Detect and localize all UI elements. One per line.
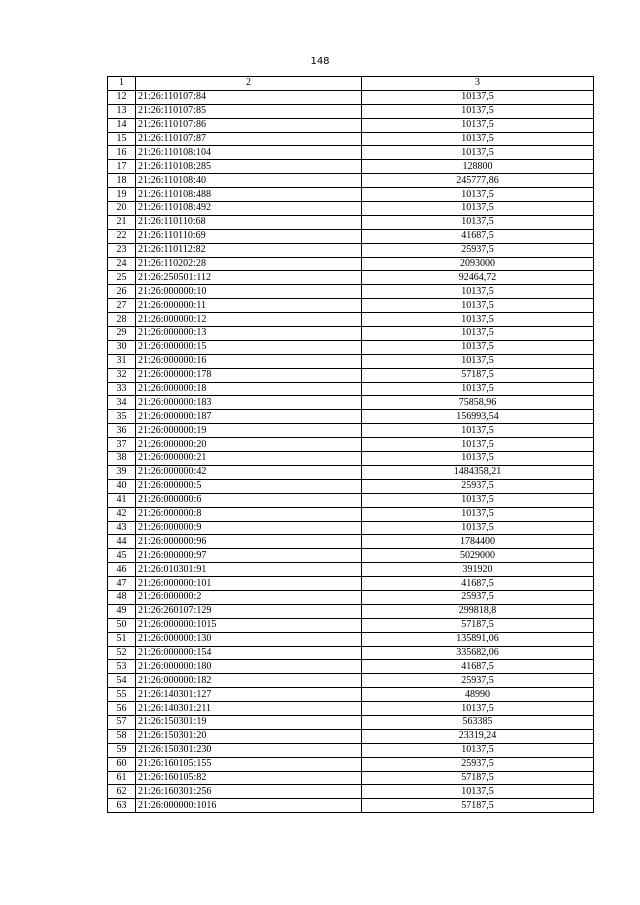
table-row bbox=[108, 799, 594, 813]
row-value: 10137,5 bbox=[362, 438, 594, 452]
table-row bbox=[108, 702, 594, 716]
cadastral-number: 21:26:000000:21 bbox=[136, 452, 362, 466]
cadastral-number: 21:26:000000:9 bbox=[136, 521, 362, 535]
row-number: 28 bbox=[108, 313, 136, 327]
row-number: 51 bbox=[108, 632, 136, 646]
table-row bbox=[108, 285, 594, 299]
row-number: 45 bbox=[108, 549, 136, 563]
table-row bbox=[108, 674, 594, 688]
row-number: 20 bbox=[108, 202, 136, 216]
row-number: 57 bbox=[108, 715, 136, 729]
cadastral-number: 21:26:110107:87 bbox=[136, 132, 362, 146]
cadastral-number: 21:26:000000:1015 bbox=[136, 618, 362, 632]
cadastral-number: 21:26:110110:68 bbox=[136, 215, 362, 229]
row-value: 10137,5 bbox=[362, 521, 594, 535]
cadastral-number: 21:26:000000:2 bbox=[136, 590, 362, 604]
row-value: 10137,5 bbox=[362, 285, 594, 299]
table-row bbox=[108, 410, 594, 424]
row-value: 92464,72 bbox=[362, 271, 594, 285]
row-value: 25937,5 bbox=[362, 674, 594, 688]
row-value: 5029000 bbox=[362, 549, 594, 563]
row-number: 61 bbox=[108, 771, 136, 785]
cadastral-number: 21:26:150301:230 bbox=[136, 743, 362, 757]
cadastral-number: 21:26:110107:86 bbox=[136, 118, 362, 132]
table-row bbox=[108, 590, 594, 604]
cadastral-number: 21:26:000000:130 bbox=[136, 632, 362, 646]
row-value: 10137,5 bbox=[362, 424, 594, 438]
row-number: 41 bbox=[108, 493, 136, 507]
table-row bbox=[108, 743, 594, 757]
row-value: 391920 bbox=[362, 563, 594, 577]
header-col-1: 1 bbox=[108, 77, 136, 91]
table-row bbox=[108, 257, 594, 271]
row-value: 156993,54 bbox=[362, 410, 594, 424]
row-value: 57187,5 bbox=[362, 771, 594, 785]
row-value: 41687,5 bbox=[362, 660, 594, 674]
cadastral-number: 21:26:150301:19 bbox=[136, 715, 362, 729]
row-value: 10137,5 bbox=[362, 132, 594, 146]
row-value: 128800 bbox=[362, 160, 594, 174]
row-number: 14 bbox=[108, 118, 136, 132]
cadastral-number: 21:26:110108:104 bbox=[136, 146, 362, 160]
cadastral-number: 21:26:140301:211 bbox=[136, 702, 362, 716]
row-value: 10137,5 bbox=[362, 299, 594, 313]
row-number: 50 bbox=[108, 618, 136, 632]
row-number: 25 bbox=[108, 271, 136, 285]
cadastral-number: 21:26:250501:112 bbox=[136, 271, 362, 285]
row-value: 10137,5 bbox=[362, 313, 594, 327]
row-value: 1784400 bbox=[362, 535, 594, 549]
row-number: 32 bbox=[108, 368, 136, 382]
cadastral-number: 21:26:010301:91 bbox=[136, 563, 362, 577]
row-value: 10137,5 bbox=[362, 90, 594, 104]
row-value: 25937,5 bbox=[362, 590, 594, 604]
table-row bbox=[108, 646, 594, 660]
row-number: 58 bbox=[108, 729, 136, 743]
cadastral-number: 21:26:000000:19 bbox=[136, 424, 362, 438]
cadastral-number: 21:26:110112:82 bbox=[136, 243, 362, 257]
table-row bbox=[108, 271, 594, 285]
row-number: 16 bbox=[108, 146, 136, 160]
cadastral-number: 21:26:260107:129 bbox=[136, 604, 362, 618]
row-number: 49 bbox=[108, 604, 136, 618]
row-value: 10137,5 bbox=[362, 188, 594, 202]
row-number: 43 bbox=[108, 521, 136, 535]
header-col-2: 2 bbox=[136, 77, 362, 91]
cadastral-number: 21:26:110107:84 bbox=[136, 90, 362, 104]
table-row bbox=[108, 354, 594, 368]
row-value: 41687,5 bbox=[362, 229, 594, 243]
row-number: 59 bbox=[108, 743, 136, 757]
table-row bbox=[108, 465, 594, 479]
table-row bbox=[108, 438, 594, 452]
row-number: 13 bbox=[108, 104, 136, 118]
table-row bbox=[108, 202, 594, 216]
row-number: 15 bbox=[108, 132, 136, 146]
row-number: 55 bbox=[108, 688, 136, 702]
row-value: 1484358,21 bbox=[362, 465, 594, 479]
row-value: 25937,5 bbox=[362, 757, 594, 771]
row-number: 47 bbox=[108, 577, 136, 591]
cadastral-number: 21:26:000000:101 bbox=[136, 577, 362, 591]
cadastral-number: 21:26:160105:82 bbox=[136, 771, 362, 785]
table-row bbox=[108, 424, 594, 438]
table-row bbox=[108, 215, 594, 229]
table-row bbox=[108, 757, 594, 771]
row-value: 75858,96 bbox=[362, 396, 594, 410]
table-row bbox=[108, 729, 594, 743]
cadastral-number: 21:26:000000:97 bbox=[136, 549, 362, 563]
table-row bbox=[108, 771, 594, 785]
row-value: 48990 bbox=[362, 688, 594, 702]
row-number: 31 bbox=[108, 354, 136, 368]
table-row bbox=[108, 535, 594, 549]
table-row bbox=[108, 577, 594, 591]
row-number: 54 bbox=[108, 674, 136, 688]
table-row bbox=[108, 715, 594, 729]
row-number: 33 bbox=[108, 382, 136, 396]
table-row bbox=[108, 618, 594, 632]
row-value: 335682,06 bbox=[362, 646, 594, 660]
cadastral-number: 21:26:160105:155 bbox=[136, 757, 362, 771]
cadastral-number: 21:26:110108:285 bbox=[136, 160, 362, 174]
cadastral-number: 21:26:110202:28 bbox=[136, 257, 362, 271]
row-number: 34 bbox=[108, 396, 136, 410]
row-value: 10137,5 bbox=[362, 507, 594, 521]
row-value: 10137,5 bbox=[362, 146, 594, 160]
row-number: 42 bbox=[108, 507, 136, 521]
cadastral-number: 21:26:000000:13 bbox=[136, 327, 362, 341]
table-row bbox=[108, 299, 594, 313]
row-number: 18 bbox=[108, 174, 136, 188]
cadastral-number: 21:26:000000:178 bbox=[136, 368, 362, 382]
row-value: 245777,86 bbox=[362, 174, 594, 188]
row-value: 10137,5 bbox=[362, 340, 594, 354]
table-row bbox=[108, 90, 594, 104]
row-number: 53 bbox=[108, 660, 136, 674]
cadastral-number: 21:26:000000:15 bbox=[136, 340, 362, 354]
cadastral-number: 21:26:000000:96 bbox=[136, 535, 362, 549]
row-number: 48 bbox=[108, 590, 136, 604]
row-value: 57187,5 bbox=[362, 799, 594, 813]
row-number: 30 bbox=[108, 340, 136, 354]
row-number: 17 bbox=[108, 160, 136, 174]
row-number: 60 bbox=[108, 757, 136, 771]
cadastral-number: 21:26:110107:85 bbox=[136, 104, 362, 118]
table-row bbox=[108, 146, 594, 160]
row-value: 10137,5 bbox=[362, 743, 594, 757]
table-row bbox=[108, 493, 594, 507]
row-number: 38 bbox=[108, 452, 136, 466]
table-row bbox=[108, 479, 594, 493]
row-number: 46 bbox=[108, 563, 136, 577]
cadastral-number: 21:26:000000:182 bbox=[136, 674, 362, 688]
page-number: 148 bbox=[310, 56, 330, 67]
table-header-row bbox=[108, 77, 594, 91]
row-value: 10137,5 bbox=[362, 327, 594, 341]
table-row bbox=[108, 243, 594, 257]
table-row bbox=[108, 604, 594, 618]
table-row bbox=[108, 118, 594, 132]
row-value: 57187,5 bbox=[362, 368, 594, 382]
cadastral-number: 21:26:110108:488 bbox=[136, 188, 362, 202]
row-number: 52 bbox=[108, 646, 136, 660]
table-row bbox=[108, 104, 594, 118]
row-value: 10137,5 bbox=[362, 118, 594, 132]
row-number: 23 bbox=[108, 243, 136, 257]
table-row bbox=[108, 368, 594, 382]
table-row bbox=[108, 313, 594, 327]
table-row bbox=[108, 632, 594, 646]
row-number: 39 bbox=[108, 465, 136, 479]
row-value: 41687,5 bbox=[362, 577, 594, 591]
table-row bbox=[108, 396, 594, 410]
row-number: 37 bbox=[108, 438, 136, 452]
table-row bbox=[108, 452, 594, 466]
row-value: 57187,5 bbox=[362, 618, 594, 632]
row-value: 10137,5 bbox=[362, 702, 594, 716]
cadastral-number: 21:26:000000:180 bbox=[136, 660, 362, 674]
cadastral-number: 21:26:160301:256 bbox=[136, 785, 362, 799]
table-row bbox=[108, 132, 594, 146]
row-value: 25937,5 bbox=[362, 243, 594, 257]
table-row bbox=[108, 327, 594, 341]
row-number: 36 bbox=[108, 424, 136, 438]
row-number: 22 bbox=[108, 229, 136, 243]
row-number: 26 bbox=[108, 285, 136, 299]
row-value: 23319,24 bbox=[362, 729, 594, 743]
row-number: 44 bbox=[108, 535, 136, 549]
row-number: 12 bbox=[108, 90, 136, 104]
cadastral-table bbox=[107, 76, 594, 813]
row-value: 10137,5 bbox=[362, 382, 594, 396]
table-row bbox=[108, 340, 594, 354]
header-col-3: 3 bbox=[362, 77, 594, 91]
cadastral-number: 21:26:000000:5 bbox=[136, 479, 362, 493]
cadastral-number: 21:26:000000:187 bbox=[136, 410, 362, 424]
table-row bbox=[108, 229, 594, 243]
cadastral-number: 21:26:000000:8 bbox=[136, 507, 362, 521]
cadastral-number: 21:26:000000:183 bbox=[136, 396, 362, 410]
cadastral-number: 21:26:000000:16 bbox=[136, 354, 362, 368]
table-row bbox=[108, 521, 594, 535]
row-number: 24 bbox=[108, 257, 136, 271]
row-number: 35 bbox=[108, 410, 136, 424]
table-row bbox=[108, 549, 594, 563]
table-row bbox=[108, 688, 594, 702]
row-number: 62 bbox=[108, 785, 136, 799]
table-row bbox=[108, 174, 594, 188]
cadastral-number: 21:26:140301:127 bbox=[136, 688, 362, 702]
cadastral-number: 21:26:110110:69 bbox=[136, 229, 362, 243]
row-value: 10137,5 bbox=[362, 493, 594, 507]
row-value: 135891,06 bbox=[362, 632, 594, 646]
cadastral-number: 21:26:000000:154 bbox=[136, 646, 362, 660]
row-value: 10137,5 bbox=[362, 354, 594, 368]
table-row bbox=[108, 785, 594, 799]
cadastral-number: 21:26:000000:18 bbox=[136, 382, 362, 396]
row-value: 10137,5 bbox=[362, 202, 594, 216]
cadastral-number: 21:26:000000:10 bbox=[136, 285, 362, 299]
row-number: 19 bbox=[108, 188, 136, 202]
row-value: 10137,5 bbox=[362, 215, 594, 229]
row-number: 40 bbox=[108, 479, 136, 493]
cadastral-number: 21:26:110108:492 bbox=[136, 202, 362, 216]
row-value: 10137,5 bbox=[362, 785, 594, 799]
cadastral-number: 21:26:000000:1016 bbox=[136, 799, 362, 813]
row-number: 63 bbox=[108, 799, 136, 813]
row-value: 10137,5 bbox=[362, 452, 594, 466]
row-value: 563385 bbox=[362, 715, 594, 729]
row-value: 299818,8 bbox=[362, 604, 594, 618]
table-row bbox=[108, 382, 594, 396]
cadastral-number: 21:26:000000:42 bbox=[136, 465, 362, 479]
row-value: 2093000 bbox=[362, 257, 594, 271]
row-number: 27 bbox=[108, 299, 136, 313]
cadastral-number: 21:26:000000:20 bbox=[136, 438, 362, 452]
row-number: 56 bbox=[108, 702, 136, 716]
table-row bbox=[108, 507, 594, 521]
cadastral-number: 21:26:110108:40 bbox=[136, 174, 362, 188]
cadastral-number: 21:26:000000:11 bbox=[136, 299, 362, 313]
table-row bbox=[108, 660, 594, 674]
table-row bbox=[108, 160, 594, 174]
row-value: 25937,5 bbox=[362, 479, 594, 493]
row-number: 29 bbox=[108, 327, 136, 341]
table-row bbox=[108, 188, 594, 202]
cadastral-number: 21:26:000000:6 bbox=[136, 493, 362, 507]
table-row bbox=[108, 563, 594, 577]
row-number: 21 bbox=[108, 215, 136, 229]
cadastral-number: 21:26:150301:20 bbox=[136, 729, 362, 743]
row-value: 10137,5 bbox=[362, 104, 594, 118]
cadastral-number: 21:26:000000:12 bbox=[136, 313, 362, 327]
